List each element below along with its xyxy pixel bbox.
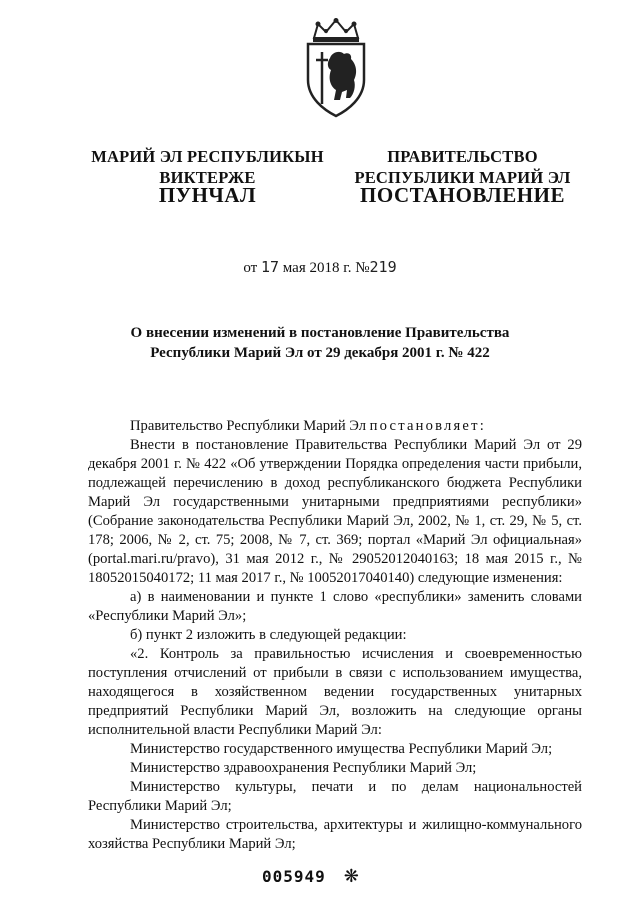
date-month-year: мая 2018 г. №	[282, 260, 370, 276]
date-line	[0, 258, 640, 277]
document-body	[88, 417, 582, 854]
title-line1: О внесении изменений в постановление Правительства	[130, 325, 510, 341]
document-type-mari: ПУНЧАЛ	[158, 183, 257, 207]
date-prefix: от	[243, 260, 258, 276]
header-left	[80, 146, 335, 188]
date-day: 17	[260, 258, 280, 276]
body-paragraph: Внести в постановление Правительства Республики Марий Эл от 29 декабря 2001 г. № 422 «Об утверждении Порядка определения части прибыли, подлежащей перечислению в доход республиканского бюджета Республики Марий Эл государственными унитарными предприятиями республики» (Собрание законодательства Республики Марий Эл, 2002, № 1, ст. 29, № 5, ст. 178; 2006, № 2, ст. 75; 2008, № 7, ст. 369; портал «Марий Эл официальная» (portal.mari.ru/pravo), 31 мая 2012 г., № 29052012040163; 18 мая 2015 г., № 18052015040172; 11 мая 2017 г., № 10052017040140) следующие изменения:	[88, 437, 582, 586]
body-paragraph: Министерство государственного имущества Республики Марий Эл;	[130, 741, 553, 757]
body-p1-spaced: постановляет:	[369, 418, 486, 434]
coat-of-arms-icon	[296, 18, 376, 118]
star-mark-icon: ❋	[343, 866, 360, 887]
body-paragraph: б) пункт 2 изложить в следующей редакции:	[130, 627, 407, 643]
body-paragraph: «2. Контроль за правильностью исчисления и своевременностью поступления отчислений от прибыли в связи с использованием имущества, находящегося в хозяйственном ведении государственных унитарных предприятий Республики Марий Эл, возложить на следующие органы исполнительной власти Республики Марий Эл:	[88, 646, 582, 738]
header-left-line2: ВИКТЕРЖЕ	[159, 168, 256, 187]
header-right-line2: РЕСПУБЛИКИ МАРИЙ ЭЛ	[354, 168, 571, 187]
body-paragraph	[88, 417, 582, 436]
body-p1-start: Правительство Республики Марий Эл	[130, 418, 370, 434]
crown-icon	[313, 18, 359, 42]
body-paragraph: Министерство строительства, архитектуры и жилищно-коммунального хозяйства Республики Марий Эл;	[88, 817, 582, 852]
document-type-russian: ПОСТАНОВЛЕНИЕ	[360, 183, 565, 207]
header-right-line1: ПРАВИТЕЛЬСТВО	[387, 147, 538, 166]
body-paragraph: Министерство культуры, печати и по делам национальностей Республики Марий Эл;	[88, 779, 582, 814]
document-title	[60, 323, 580, 363]
body-paragraph: Министерство здравоохранения Республики Марий Эл;	[130, 760, 477, 776]
title-line2: Республики Марий Эл от 29 декабря 2001 г. № 422	[150, 345, 490, 361]
header-right	[335, 146, 590, 188]
document-number: 219	[369, 258, 397, 276]
header-left-line1: МАРИЙ ЭЛ РЕСПУБЛИКЫН	[91, 147, 324, 166]
body-paragraph: а) в наименовании и пункте 1 слово «республики» заменить словами «Республики Марий Эл»;	[88, 589, 582, 624]
serial-number: 005949	[262, 867, 326, 886]
form-serial	[262, 866, 360, 887]
